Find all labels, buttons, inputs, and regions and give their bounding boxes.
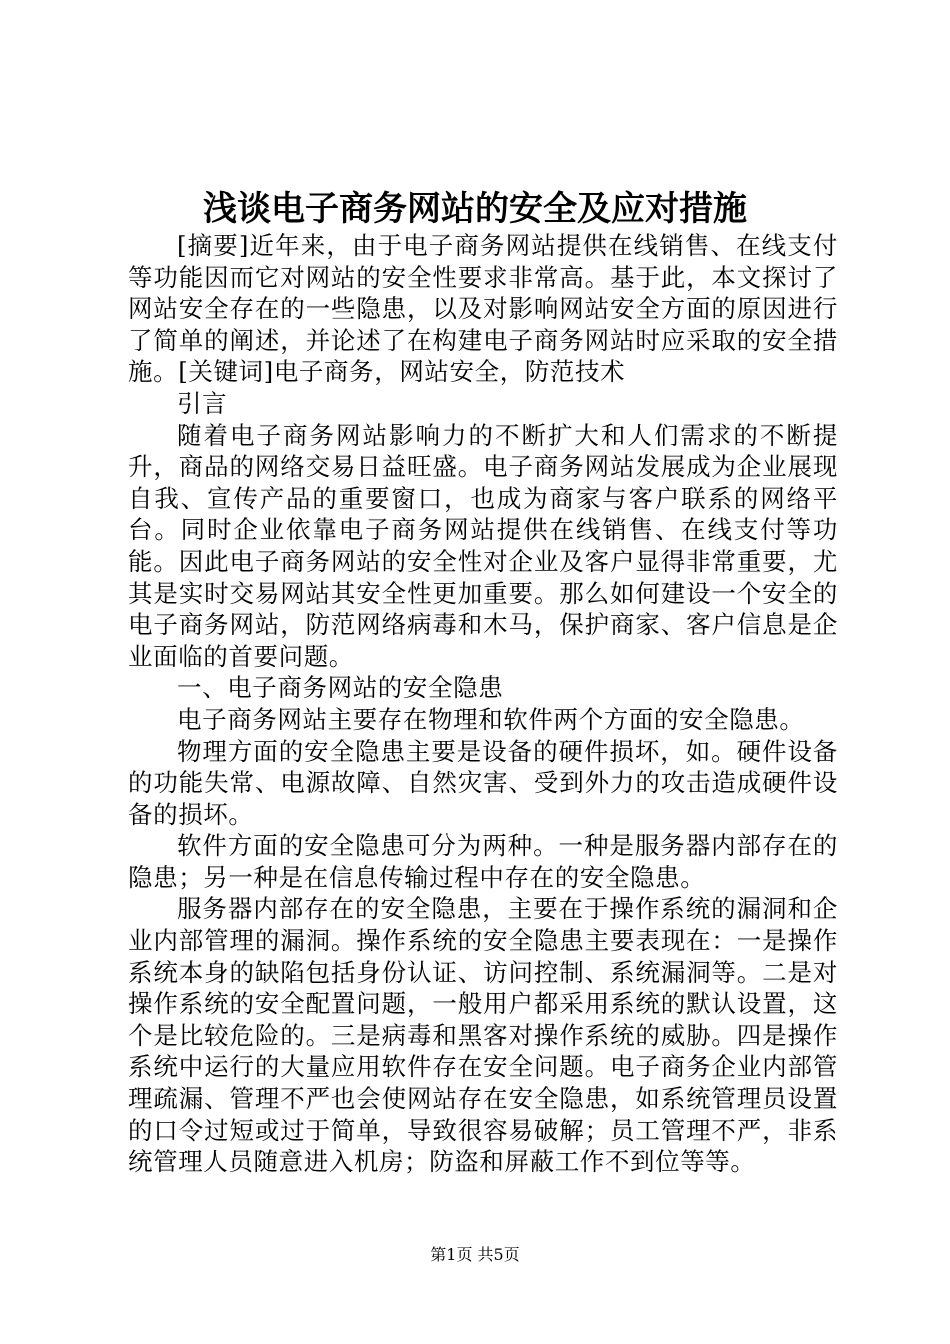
body-paragraph: 服务器内部存在的安全隐患，主要在于操作系统的漏洞和企业内部管理的漏洞。操作系统的安全隐患主要表现在：一是操作系统本身的缺陷包括身份认证、访问控制、系统漏洞等。二是对操作系统的安全配置问题，一般用户都采用系统的默认设置，这个是比较危险的。三是病毒和黑客对操作系统的威胁。四是操作系统中运行的大量应用软件存在安全问题。电子商务企业内部管理疏漏、管理不严也会使网站存在安全隐患，如系统管理员设置的口令过短或过于简单，导致很容易破解；员工管理不严，非系统管理人员随意进入机房；防盗和屏蔽工作不到位等等。 bbox=[128, 894, 838, 1177]
abstract-paragraph: [摘要]近年来，由于电子商务网站提供在线销售、在线支付等功能因而它对网站的安全性要求非常高。基于此，本文探讨了网站安全存在的一些隐患，以及对影响网站安全方面的原因进行了简单的阐述，并论述了在构建电子商务网站时应采取的安全措施。[关键词]电子商务，网站安全，防范技术 bbox=[128, 231, 838, 387]
introduction-paragraph: 随着电子商务网站影响力的不断扩大和人们需求的不断提升，商品的网络交易日益旺盛。电子商务网站发展成为企业展现自我、宣传产品的重要窗口，也成为商家与客户联系的网络平台。同时企业依靠电子商务网站提供在线销售、在线支付等功能。因此电子商务网站的安全性对企业及客户显得非常重要，尤其是实时交易网站其安全性更加重要。那么如何建设一个安全的电子商务网站，防范网络病毒和木马，保护商家、客户信息是企业面临的首要问题。 bbox=[128, 420, 838, 671]
body-paragraph: 软件方面的安全隐患可分为两种。一种是服务器内部存在的隐患；另一种是在信息传输过程中存在的安全隐患。 bbox=[128, 831, 838, 892]
body-paragraph: 物理方面的安全隐患主要是设备的硬件损坏，如。硬件设备的功能失常、电源故障、自然灾害、受到外力的攻击造成硬件设备的损坏。 bbox=[128, 736, 838, 829]
document-title: 浅谈电子商务网站的安全及应对措施 bbox=[203, 189, 747, 229]
section-heading-introduction: 引言 bbox=[177, 388, 228, 418]
section-heading-security-risks: 一、电子商务网站的安全隐患 bbox=[177, 673, 504, 703]
document-body bbox=[128, 230, 838, 1178]
body-paragraph: 电子商务网站主要存在物理和软件两个方面的安全隐患。 bbox=[177, 704, 805, 734]
page-footer: 第1页 共5页 bbox=[430, 1245, 520, 1264]
